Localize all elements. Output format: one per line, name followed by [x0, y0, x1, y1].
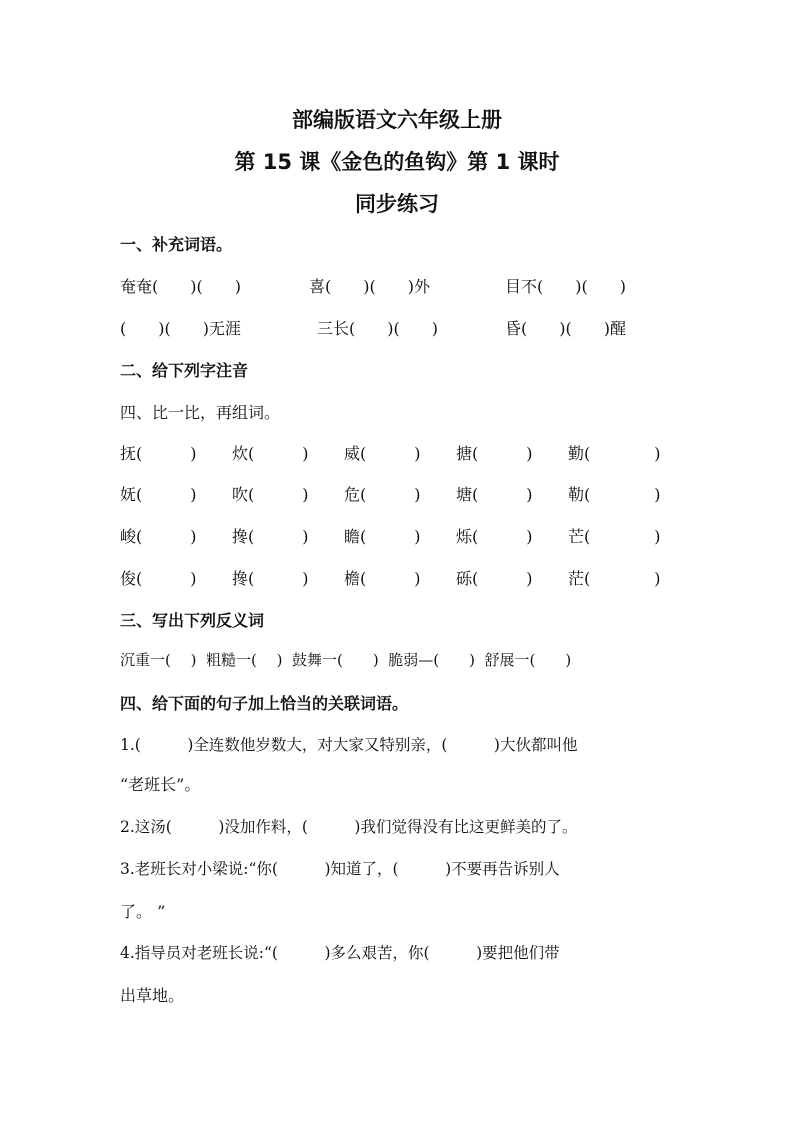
compare-word-item: 砾( ) — [456, 569, 533, 588]
compare-word-item: 塘( ) — [456, 485, 533, 504]
fill-word-item: 三长( )( ) — [317, 319, 438, 338]
compare-word-item: 抚( ) — [120, 444, 197, 463]
compare-word-item: 威( ) — [344, 444, 421, 463]
compare-word-item: 炊( ) — [232, 444, 309, 463]
fill-word-item: 奄奄( )( ) — [120, 277, 241, 296]
compare-word-item: 妩( ) — [120, 485, 197, 504]
section-2-heading: 二、给下列字注音 — [120, 361, 249, 380]
section-1-heading: 一、补充词语。 — [120, 235, 233, 254]
section-3-heading: 三、写出下列反义词 — [120, 611, 265, 630]
compare-word-item: 勒( ) — [568, 485, 661, 504]
section-2-subheading: 四、比一比，再组词。 — [120, 403, 281, 422]
compare-word-item: 茫( ) — [568, 569, 661, 588]
compare-word-item: 危( ) — [344, 485, 421, 504]
compare-word-item: 俊( ) — [120, 569, 197, 588]
compare-word-item: 搪( ) — [456, 444, 533, 463]
exercise-title: 同步练习 — [355, 192, 439, 216]
question-4-line-1: 4.指导员对老班长说:“( )多么艰苦，你( )要把他们带 — [120, 944, 560, 962]
question-3-line-2: 了。 ” — [120, 902, 166, 921]
question-3-line-1: 3.老班长对小梁说:“你( )知道了，( )不要再告诉别人 — [120, 860, 560, 878]
compare-word-item: 吹( ) — [232, 485, 309, 504]
fill-word-item: 昏( )( )醒 — [505, 319, 626, 338]
compare-word-item: 搀( ) — [232, 527, 309, 546]
question-1-line-2: “老班长”。 — [120, 775, 201, 794]
question-4-line-2: 出草地。 — [120, 986, 185, 1005]
fill-word-item: 喜( )( )外 — [309, 277, 430, 296]
compare-word-item: 搀( ) — [232, 569, 309, 588]
question-2: 2.这汤( )没加作料，( )我们觉得没有比这更鲜美的了。 — [120, 818, 578, 836]
antonym-line: 沉重一( ) 粗糙一( ) 鼓舞一( ) 脆弱—( ) 舒展一( ) — [120, 651, 572, 669]
compare-word-item: 峻( ) — [120, 527, 197, 546]
lesson-title: 第 15 课《金色的鱼钩》第 1 课时 — [234, 150, 560, 174]
compare-word-item: 芒( ) — [568, 527, 661, 546]
compare-word-item: 瞻( ) — [344, 527, 421, 546]
section-4-heading: 四、给下面的句子加上恰当的关联词语。 — [120, 694, 409, 713]
fill-word-item: 目不( )( ) — [505, 277, 626, 296]
compare-word-item: 烁( ) — [456, 527, 533, 546]
compare-word-item: 勤( ) — [568, 444, 661, 463]
compare-word-item: 檐( ) — [344, 569, 421, 588]
question-1-line-1: 1.( )全连数他岁数大，对大家又特别亲，( )大伙都叫他 — [120, 736, 578, 754]
page-title: 部编版语文六年级上册 — [292, 108, 502, 132]
fill-word-item: ( )( )无涯 — [120, 319, 241, 338]
